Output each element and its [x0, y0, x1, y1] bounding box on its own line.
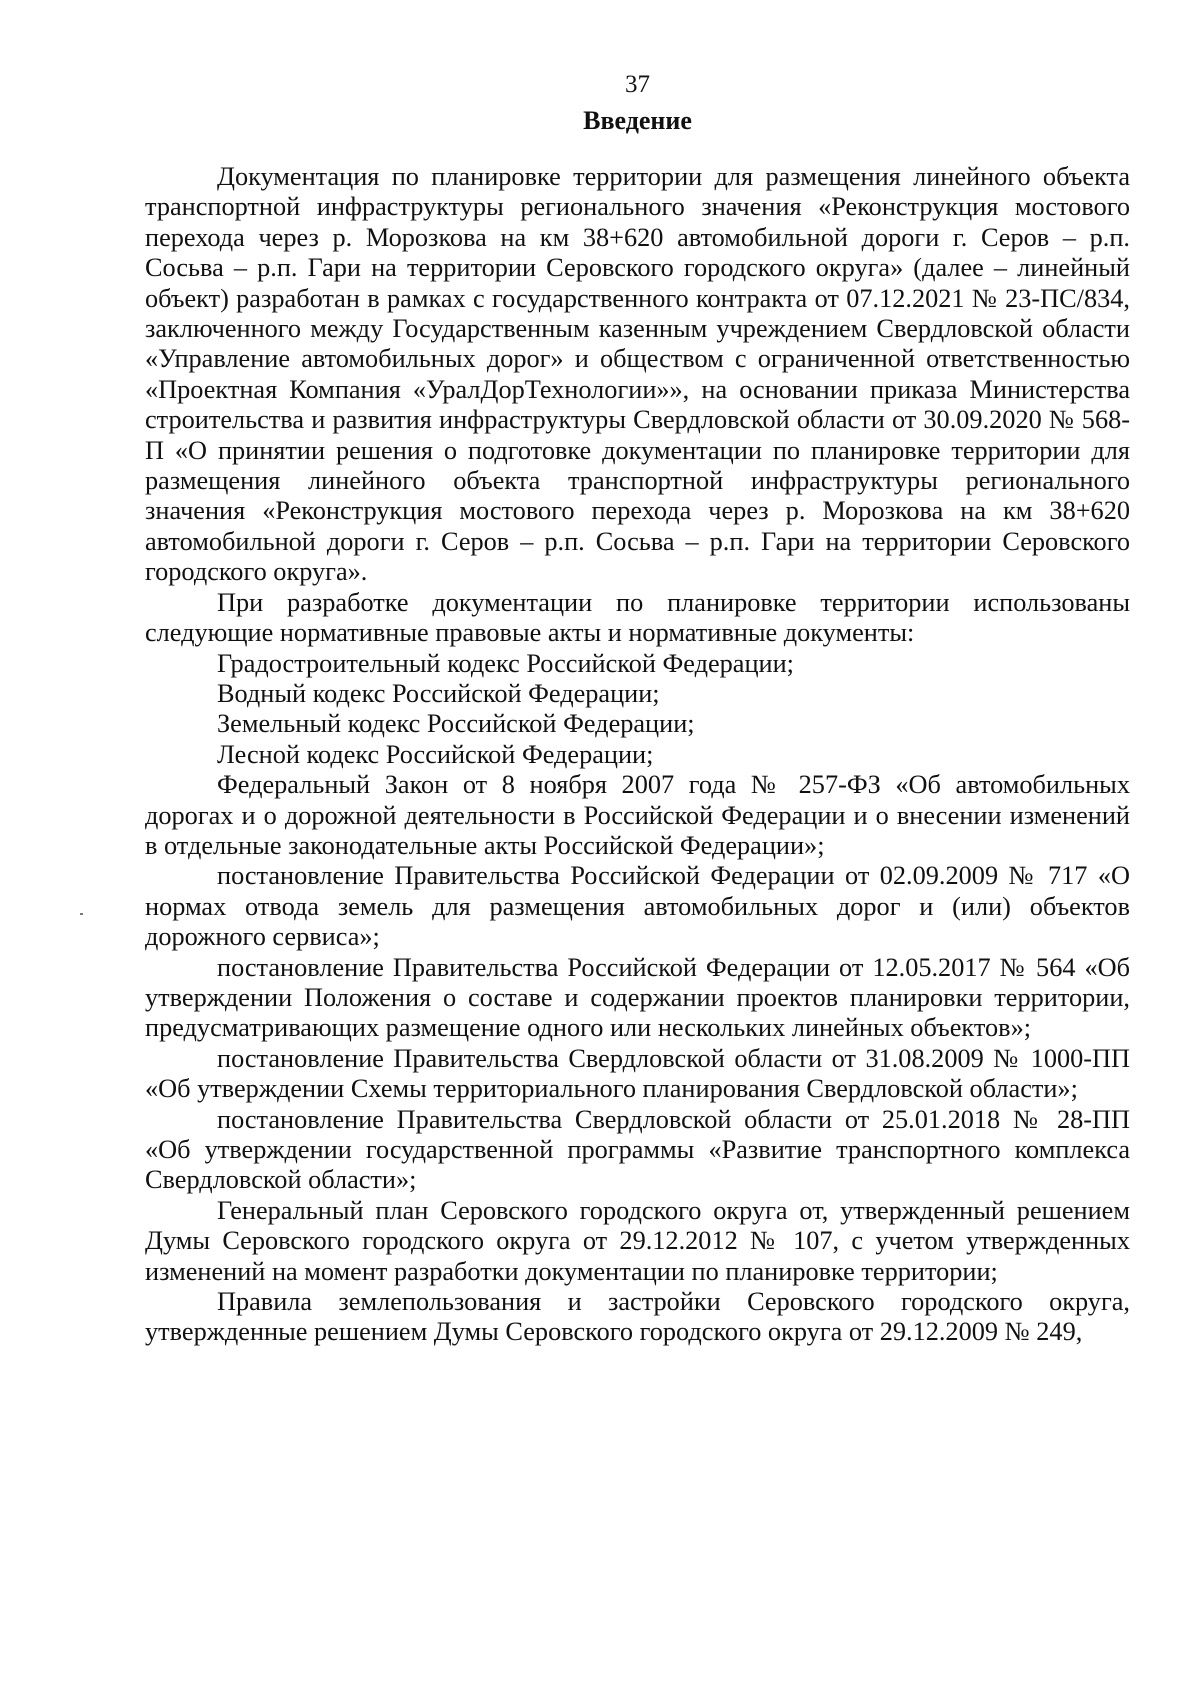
list-item-land-code: Земельный кодекс Российской Федерации;: [217, 709, 695, 739]
list-item-decree-1000-pp: постановление Правительства Свердловской области от 31.08.2009 № 1000-ПП «Об утверждении Схемы территориального планирования Свердловской области»;: [145, 1043, 1130, 1104]
list-item-urban-code: Градостроительный кодекс Российской Федерации;: [217, 648, 794, 678]
list-item-decree-28-pp: постановление Правительства Свердловской области от 25.01.2018 № 28-ПП «Об утверждении государственной программы «Развитие транспортного комплекса Свердловской области»;: [145, 1104, 1130, 1195]
paragraph-sources-intro: При разработке документации по планировке территории использованы следующие нормативные правовые акты и нормативные документы:: [145, 587, 1130, 648]
paragraph-intro: Документация по планировке территории для размещения линейного объекта транспортной инфраструктуры регионального значения «Реконструкция мостового перехода через р. Морозкова на км 38+620 автомобильной дороги г. Серов – р.п. Сосьва – р.п. Гари на территории Серовского городского округа» (далее – линейный объект) разработан в рамках с государственного контракта от 07.12.2021 № 23-ПС/834, заключенного между Государственным казенным учреждением Свердловской области «Управление автомобильных дорог» и обществом с ограниченной ответственностью «Проектная Компания «УралДорТехнологии»», на основании приказа Министерства строительства и развития инфраструктуры Свердловской области от 30.09.2020 № 568-П «О принятии решения о подготовке документации по планировке территории для размещения линейного объекта транспортной инфраструктуры регионального значения «Реконструкция мостового перехода через р. Морозкова на км 38+620 автомобильной дороги г. Серов – р.п. Сосьва – р.п. Гари на территории Серовского городского округа».: [145, 162, 1130, 587]
list-item-forest-code: Лесной кодекс Российской Федерации;: [217, 739, 654, 769]
list-item-federal-law-257: Федеральный Закон от 8 ноября 2007 года № 257-ФЗ «Об автомобильных дорогах и о дорожной деятельности в Российской Федерации и о внесении изменений в отдельные законодательные акты Российской Федерации»;: [145, 770, 1130, 860]
page-number: 37: [625, 71, 650, 98]
section-title: Введение: [583, 106, 692, 135]
list-item-water-code: Водный кодекс Российской Федерации;: [217, 678, 660, 708]
list-item-land-use-rules: Правила землепользования и застройки Серовского городского округа, утвержденные решением Думы Серовского городского округа от 29.12.2009 № 249,: [145, 1287, 1130, 1347]
scan-speck: [80, 913, 83, 915]
list-item-decree-717: постановление Правительства Российской Федерации от 02.09.2009 № 717 «О нормах отвода земель для размещения автомобильных дорог и (или) объектов дорожного сервиса»;: [145, 861, 1130, 952]
list-item-decree-564: постановление Правительства Российской Федерации от 12.05.2017 № 564 «Об утверждении Положения о составе и содержании проектов планировки территории, предусматривающих размещение одного или нескольких линейных объектов»;: [145, 952, 1130, 1043]
document-page: [145, 70, 1130, 1348]
list-item-general-plan: Генеральный план Серовского городского округа от, утвержденный решением Думы Серовского городского округа от 29.12.2012 № 107, с учетом утвержденных изменений на момент разработки документации по планировке территории;: [145, 1195, 1130, 1286]
